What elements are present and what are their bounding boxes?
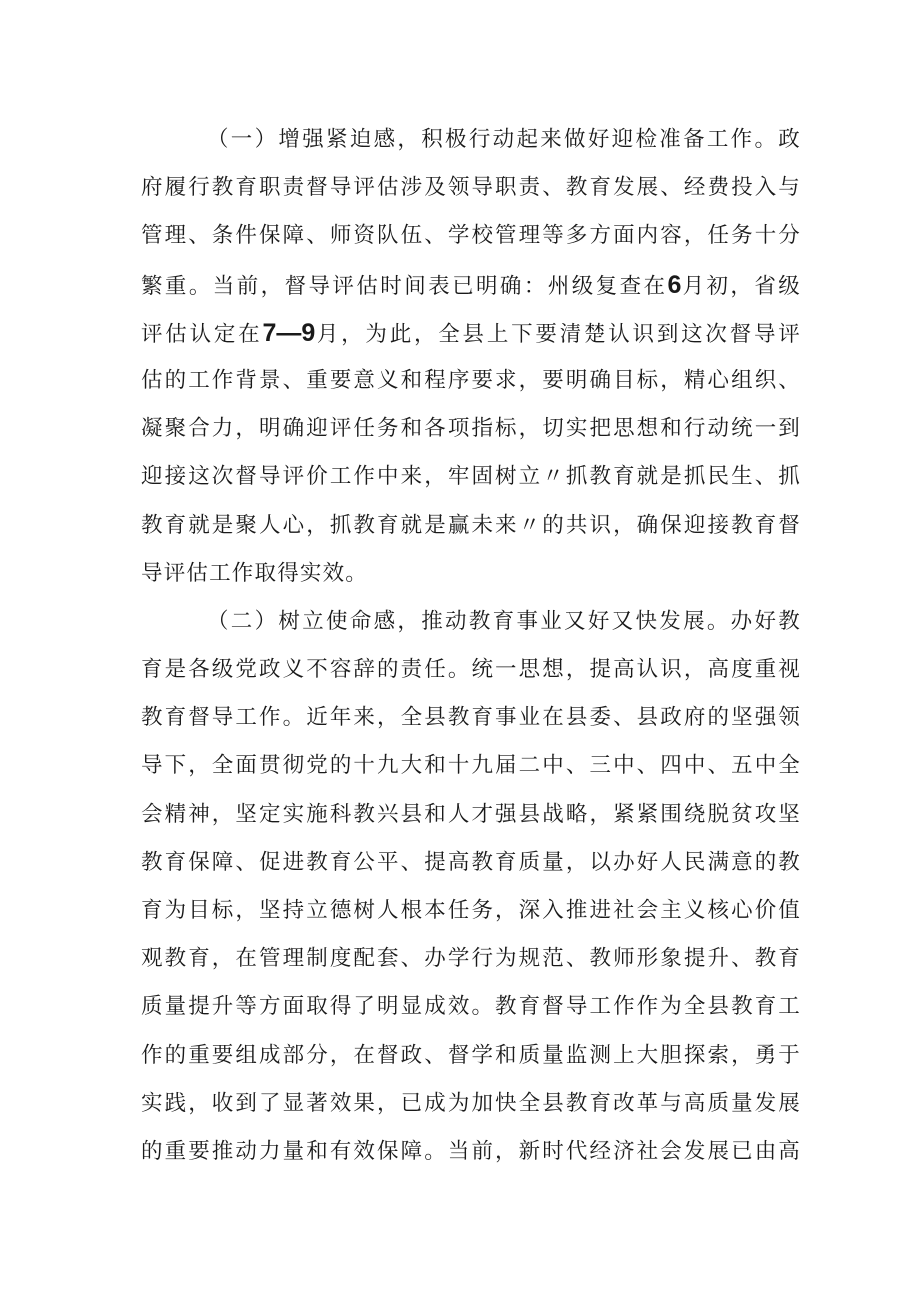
paragraph-1-line-5-number: 7—9 (262, 318, 316, 347)
paragraph-1-line-3: 管理、条件保障、师资队伍、学校管理等多方面内容，任务十分 (141, 223, 801, 249)
paragraph-1-line-7: 凝聚合力，明确迎评任务和各项指标，切实把思想和行动统一到 (141, 416, 801, 442)
paragraph-1-line-4 (141, 261, 801, 309)
paragraph-2-line-12: 的重要推动力量和有效保障。当前，新时代经济社会发展已由高 (141, 1138, 801, 1164)
paragraph-2-line-10: 作的重要组成部分，在督政、督学和质量监测上大胆探索，勇于 (141, 1042, 801, 1068)
paragraph-2-line-2: 育是各级党政义不容辞的责任。统一思想，提高认识，高度重视 (141, 657, 801, 683)
paragraph-1-line-1: （一）增强紧迫感，积极行动起来做好迎检准备工作。政 (207, 127, 801, 152)
paragraph-2-line-7: 育为目标，坚持立德树人根本任务，深入推进社会主义核心价值 (141, 898, 801, 923)
paragraph-2-line-3: 教育督导工作。近年来，全县教育事业在县委、县政府的坚强领 (141, 705, 801, 731)
paragraph-1-line-10: 导评估工作取得实效。 (141, 560, 369, 586)
paragraph-1-line-5 (141, 309, 801, 357)
paragraph-1-line-2: 府履行教育职责督导评估涉及领导职责、教育发展、经费投入与 (141, 175, 801, 201)
paragraph-1-line-8: 迎接这次督导评价工作中来，牢固树立〃抓教育就是抓民生、抓 (141, 464, 801, 490)
paragraph-2-line-1: （二）树立使命感，推动教育事业又好又快发展。办好教 (207, 608, 801, 634)
paragraph-1-line-6: 估的工作背景、重要意义和程序要求，要明确目标，精心组织、 (141, 367, 801, 393)
paragraph-1-line-4-text-a: 繁重。当前，督导评估时间表已明确：州级复查在 (141, 273, 668, 299)
paragraph-2-line-4: 导下，全面贯彻党的十九大和十九届二中、三中、四中、五中全 (141, 753, 801, 779)
paragraph-1-line-4-number: 6 (667, 270, 682, 299)
paragraph-1-line-5-text-b: 月，为此，全县上下要清楚认识到这次督导评 (315, 321, 801, 347)
paragraph-1-line-9: 教育就是聚人心，抓教育就是赢未来〃的共识，确保迎接教育督 (141, 512, 801, 538)
paragraph-2-line-6: 教育保障、促进教育公平、提高教育质量，以办好人民满意的教 (141, 849, 801, 875)
paragraph-2-line-11: 实践，收到了显著效果，已成为加快全县教育改革与高质量发展 (141, 1090, 801, 1116)
paragraph-2-line-5: 会精神，坚定实施科教兴县和人才强县战略，紧紧围绕脱贫攻坚 (141, 801, 801, 827)
document-body (141, 116, 801, 1176)
paragraph-2-line-9: 质量提升等方面取得了明显成效。教育督导工作作为全县教育工 (141, 994, 801, 1020)
paragraph-2-line-8: 观教育，在管理制度配套、办学行为规范、教师形象提升、教育 (141, 946, 801, 972)
paragraph-1-line-4-text-b: 月初，省级 (681, 273, 801, 299)
paragraph-1-line-5-text-a: 评估认定在 (141, 321, 263, 347)
